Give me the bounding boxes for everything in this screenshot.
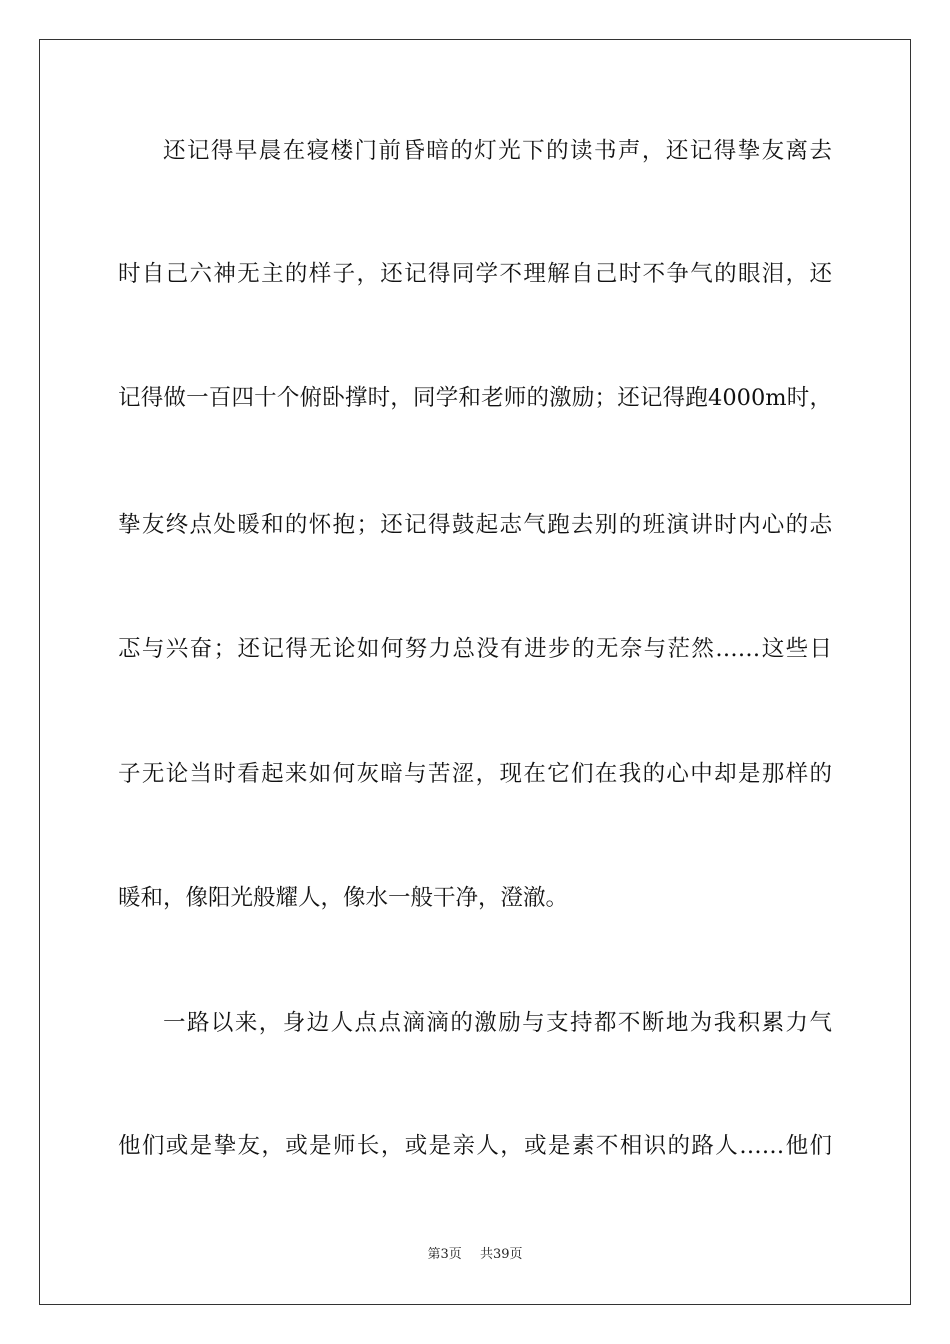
page-total: 共39页 bbox=[479, 1247, 523, 1262]
page-border bbox=[39, 39, 911, 1305]
text-line: 忑与兴奋；还记得无论如何努力总没有进步的无奈与茫然……这些日 bbox=[118, 636, 832, 662]
page-footer bbox=[0, 1245, 950, 1265]
text-line: 一路以来，身边人点点滴滴的激励与支持都不断地为我积累力气 bbox=[163, 1010, 832, 1036]
text-line: 暖和，像阳光般耀人，像水一般干净，澄澈。 bbox=[118, 885, 569, 911]
text-line: 子无论当时看起来如何灰暗与苦涩，现在它们在我的心中却是那样的 bbox=[118, 761, 832, 787]
text-line: 记得做一百四十个俯卧撑时，同学和老师的激励；还记得跑4000m时， bbox=[118, 385, 832, 411]
page-number: 第3页 bbox=[427, 1247, 462, 1262]
text-line: 他们或是挚友，或是师长，或是亲人，或是素不相识的路人……他们 bbox=[118, 1133, 832, 1159]
text-line: 时自己六神无主的样子，还记得同学不理解自己时不争气的眼泪，还 bbox=[118, 261, 832, 287]
text-line: 还记得早晨在寝楼门前昏暗的灯光下的读书声，还记得挚友离去 bbox=[163, 138, 832, 164]
text-line: 挚友终点处暖和的怀抱；还记得鼓起志气跑去别的班演讲时内心的忐 bbox=[118, 512, 832, 538]
